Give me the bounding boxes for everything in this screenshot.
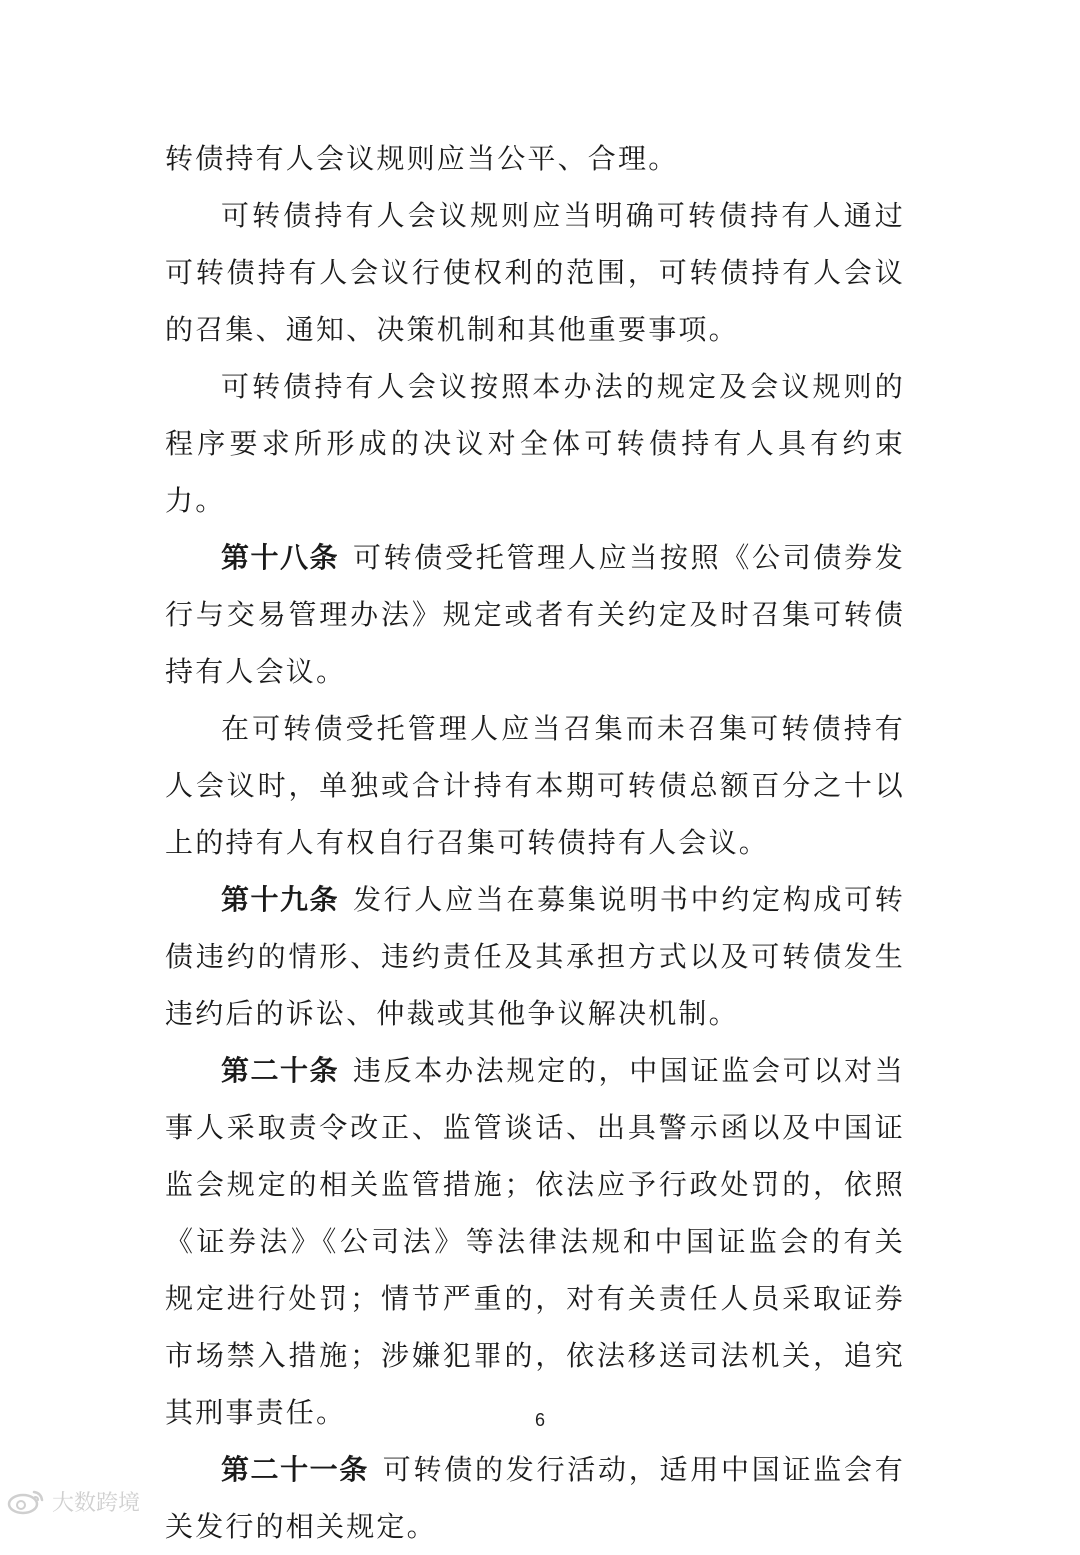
paragraph: [165, 187, 905, 358]
article-21: [165, 1441, 905, 1555]
paragraph-text: 可转债持有人会议规则应当明确可转债持有人通过可转债持有人会议行使权利的范围，可转债持有人会议的召集、通知、决策机制和其他重要事项。: [165, 199, 905, 346]
body-text: [165, 130, 905, 1555]
weibo-logo-icon: [6, 1486, 48, 1516]
article-18: [165, 529, 905, 700]
paragraph-text: 可转债的发行活动，适用中国证监会有关发行的相关规定。: [165, 1453, 905, 1543]
paragraph: [165, 130, 905, 187]
article-20: [165, 1042, 905, 1441]
article-number: 第二十条: [221, 1054, 339, 1087]
paragraph-text: 在可转债受托管理人应当召集而未召集可转债持有人会议时，单独或合计持有本期可转债总额百分之十以上的持有人有权自行召集可转债持有人会议。: [165, 712, 905, 859]
article-number: 第十九条: [221, 883, 339, 916]
paragraph: [165, 700, 905, 871]
paragraph-text: 转债持有人会议规则应当公平、合理。: [165, 142, 679, 175]
watermark: [6, 1484, 140, 1518]
article-19: [165, 871, 905, 1042]
paragraph-text: 违反本办法规定的，中国证监会可以对当事人采取责令改正、监管谈话、出具警示函以及中国证监会规定的相关监管措施；依法应予行政处罚的，依照《证券法》《公司法》等法律法规和中国证监会的有关规定进行处罚；情节严重的，对有关责任人员采取证券市场禁入措施；涉嫌犯罪的，依法移送司法机关，追究其刑事责任。: [165, 1054, 905, 1429]
article-number: 第二十一条: [221, 1453, 369, 1486]
paragraph-text: 发行人应当在募集说明书中约定构成可转债违约的情形、违约责任及其承担方式以及可转债发生违约后的诉讼、仲裁或其他争议解决机制。: [165, 883, 905, 1030]
article-number: 第十八条: [221, 541, 339, 574]
page-number: 6: [534, 1410, 545, 1430]
watermark-text: 大数跨境: [52, 1490, 141, 1516]
paragraph-text: 可转债受托管理人应当按照《公司债券发行与交易管理办法》规定或者有关约定及时召集可转债持有人会议。: [165, 541, 905, 688]
paragraph: [165, 358, 905, 529]
paragraph-text: 可转债持有人会议按照本办法的规定及会议规则的程序要求所形成的决议对全体可转债持有人具有约束力。: [165, 370, 905, 517]
